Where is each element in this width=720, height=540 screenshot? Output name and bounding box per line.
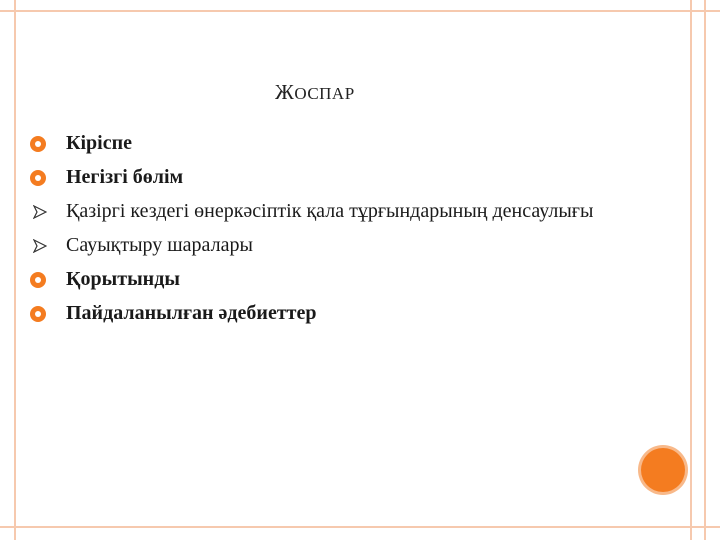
gear-icon bbox=[30, 272, 46, 288]
frame-line-bottom bbox=[0, 526, 720, 528]
slide-title bbox=[275, 80, 355, 105]
arrow-icon bbox=[33, 205, 47, 219]
list-item-label: Сауықтыру шаралары bbox=[66, 234, 253, 256]
frame-line-left bbox=[14, 0, 16, 540]
arrow-icon bbox=[33, 239, 47, 253]
decorative-circle bbox=[641, 448, 685, 492]
list-item-health-measures bbox=[30, 233, 640, 257]
gear-icon bbox=[30, 136, 46, 152]
list-item-introduction bbox=[30, 131, 640, 155]
frame-line-right-outer bbox=[704, 0, 706, 540]
list-item-references bbox=[30, 301, 640, 325]
frame-line-top bbox=[0, 10, 720, 12]
list-item-label: Кіріспе bbox=[66, 132, 133, 154]
slide-title-first-letter: Ж bbox=[275, 80, 295, 104]
gear-icon bbox=[30, 170, 46, 186]
list-item-label: Негізгі бөлім bbox=[66, 166, 184, 188]
list-item-label: Қорытынды bbox=[66, 268, 180, 290]
list-item-conclusion bbox=[30, 267, 640, 291]
list-item-label: Пайдаланылған әдебиеттер bbox=[66, 302, 317, 324]
list-item-label: Қазіргі кездегі өнеркәсіптік қала тұрғындарының денсаулығы bbox=[66, 200, 594, 222]
bullet-list bbox=[30, 131, 640, 335]
slide-title-rest: ОСПАР bbox=[294, 84, 355, 103]
list-item-industrial-city-health bbox=[30, 199, 640, 223]
frame-line-right-inner bbox=[690, 0, 692, 540]
list-item-main-part bbox=[30, 165, 640, 189]
gear-icon bbox=[30, 306, 46, 322]
